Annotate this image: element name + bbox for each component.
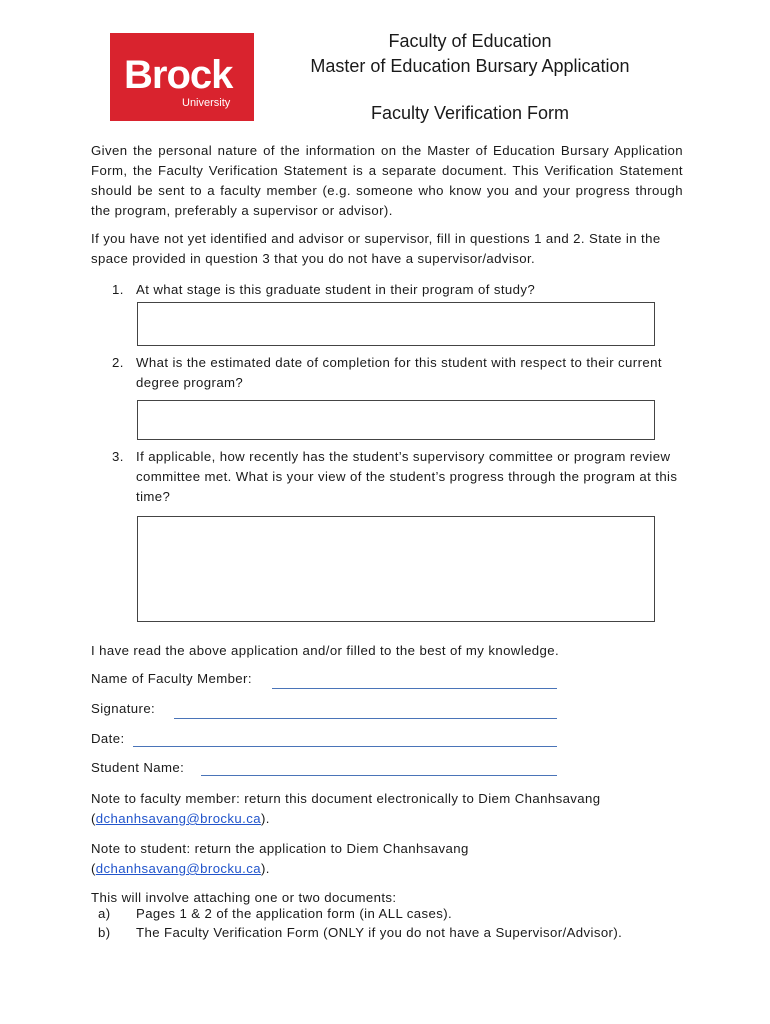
- list-item: The Faculty Verification Form (ONLY if you do not have a Supervisor/Advisor).: [136, 925, 623, 940]
- question-number: 1.: [112, 282, 124, 297]
- logo-wordmark: Brock: [124, 53, 233, 97]
- faculty-heading: Faculty of Education: [388, 31, 552, 51]
- program-heading: Master of Education Bursary Application: [310, 56, 630, 76]
- declaration-text: I have read the above application and/or filled to the best of my knowledge.: [91, 643, 560, 658]
- list-marker: a): [98, 906, 111, 921]
- signature-label: Signature:: [91, 701, 156, 716]
- email-link-student[interactable]: dchanhsavang@brocku.ca: [95, 861, 261, 876]
- attachments-intro: This will involve attaching one or two documents:: [91, 890, 397, 905]
- question-number: 2.: [112, 355, 124, 370]
- date-label: Date:: [91, 731, 125, 746]
- brock-university-logo: [110, 33, 254, 121]
- question-text: What is the estimated date of completion for this student with respect to their current degree program?: [136, 355, 662, 390]
- question-number: 3.: [112, 449, 124, 464]
- paren: ).: [260, 861, 270, 876]
- logo-subtitle: University: [182, 97, 231, 109]
- paren: (: [91, 811, 96, 826]
- faculty-note: [91, 789, 683, 829]
- paren: (: [91, 861, 96, 876]
- student-name-field[interactable]: [201, 775, 557, 776]
- answer-box-1[interactable]: [137, 302, 655, 346]
- faculty-member-label: Name of Faculty Member:: [91, 671, 252, 686]
- faculty-note-text: Note to faculty member: return this document electronically to Diem Chanhsavang: [91, 791, 601, 806]
- form-title: Faculty Verification Form: [370, 103, 570, 123]
- student-note-text: Note to student: return the application to Diem Chanhsavang: [91, 841, 469, 856]
- intro-paragraph-1: Given the personal nature of the information on the Master of Education Bursary Application Form, the Faculty Verification Statement is a separate document. This Verification Statement should be sent to a faculty member (e.g. someone who know you and your progress through the program, preferably a supervisor or advisor).: [91, 143, 683, 218]
- student-name-label: Student Name:: [91, 760, 185, 775]
- date-field[interactable]: [133, 746, 557, 747]
- signature-field[interactable]: [174, 718, 557, 719]
- answer-box-3[interactable]: [137, 516, 655, 622]
- answer-box-2[interactable]: [137, 400, 655, 440]
- paren: ).: [260, 811, 270, 826]
- question-text: If applicable, how recently has the student’s supervisory committee or program review committee met. What is your view of the student’s progress through the program at this time?: [136, 449, 678, 504]
- list-item: Pages 1 & 2 of the application form (in ALL cases).: [136, 906, 453, 921]
- faculty-member-field[interactable]: [272, 688, 557, 689]
- list-marker: b): [98, 925, 111, 940]
- student-note: [91, 839, 683, 879]
- question-text: At what stage is this graduate student in their program of study?: [136, 282, 536, 297]
- email-link-faculty[interactable]: dchanhsavang@brocku.ca: [95, 811, 261, 826]
- intro-paragraph-2: If you have not yet identified and advisor or supervisor, fill in questions 1 and 2. State in the space provided in question 3 that you do not have a supervisor/advisor.: [91, 231, 661, 266]
